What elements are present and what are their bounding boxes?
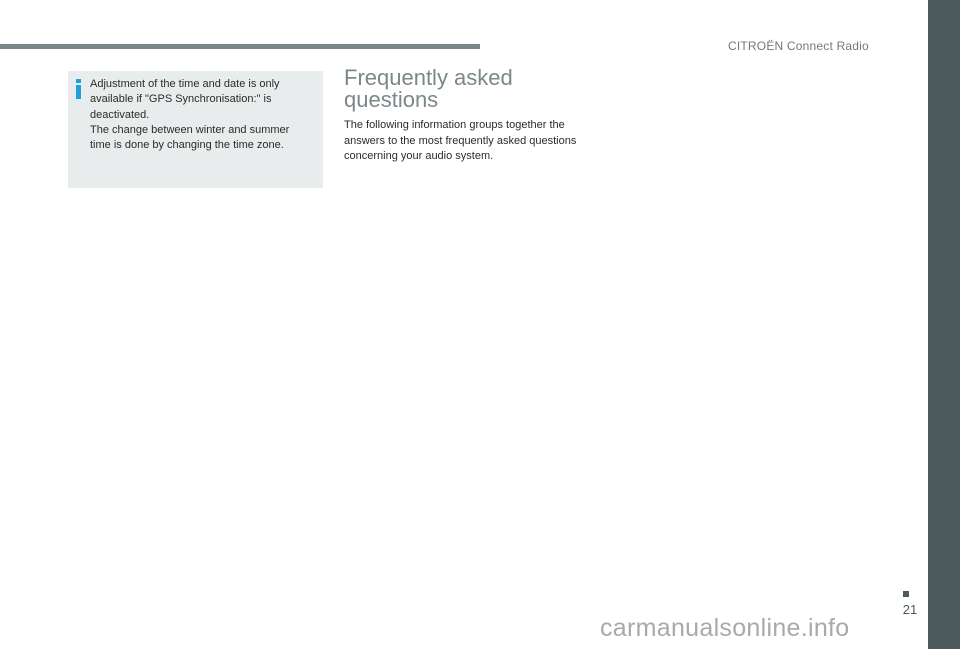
info-icon-dot	[76, 79, 81, 83]
info-line: time is done by changing the time zone.	[90, 139, 284, 152]
info-line: The change between winter and summer	[90, 123, 290, 136]
info-icon-stem	[76, 85, 81, 99]
manual-title: CITROËN Connect Radio	[728, 39, 869, 53]
intro-line: answers to the most frequently asked questions	[344, 134, 577, 147]
page-marker	[903, 591, 909, 597]
header-rule	[0, 44, 480, 49]
info-note-text	[90, 77, 316, 153]
info-line: deactivated.	[90, 108, 150, 121]
heading-line: Frequently asked	[344, 65, 513, 90]
info-line: available if "GPS Synchronisation:" is	[90, 93, 272, 106]
section-intro	[344, 118, 609, 165]
watermark: carmanualsonline.info	[600, 614, 850, 642]
info-icon	[76, 79, 81, 99]
heading-line: questions	[344, 87, 439, 112]
info-note-box	[68, 71, 323, 188]
side-bar	[928, 0, 960, 649]
intro-line: concerning your audio system.	[344, 150, 494, 162]
intro-line: The following information groups together the	[344, 119, 565, 131]
section-heading	[344, 67, 584, 111]
info-line: Adjustment of the time and date is only	[90, 78, 280, 90]
page-number: 21	[902, 602, 918, 617]
